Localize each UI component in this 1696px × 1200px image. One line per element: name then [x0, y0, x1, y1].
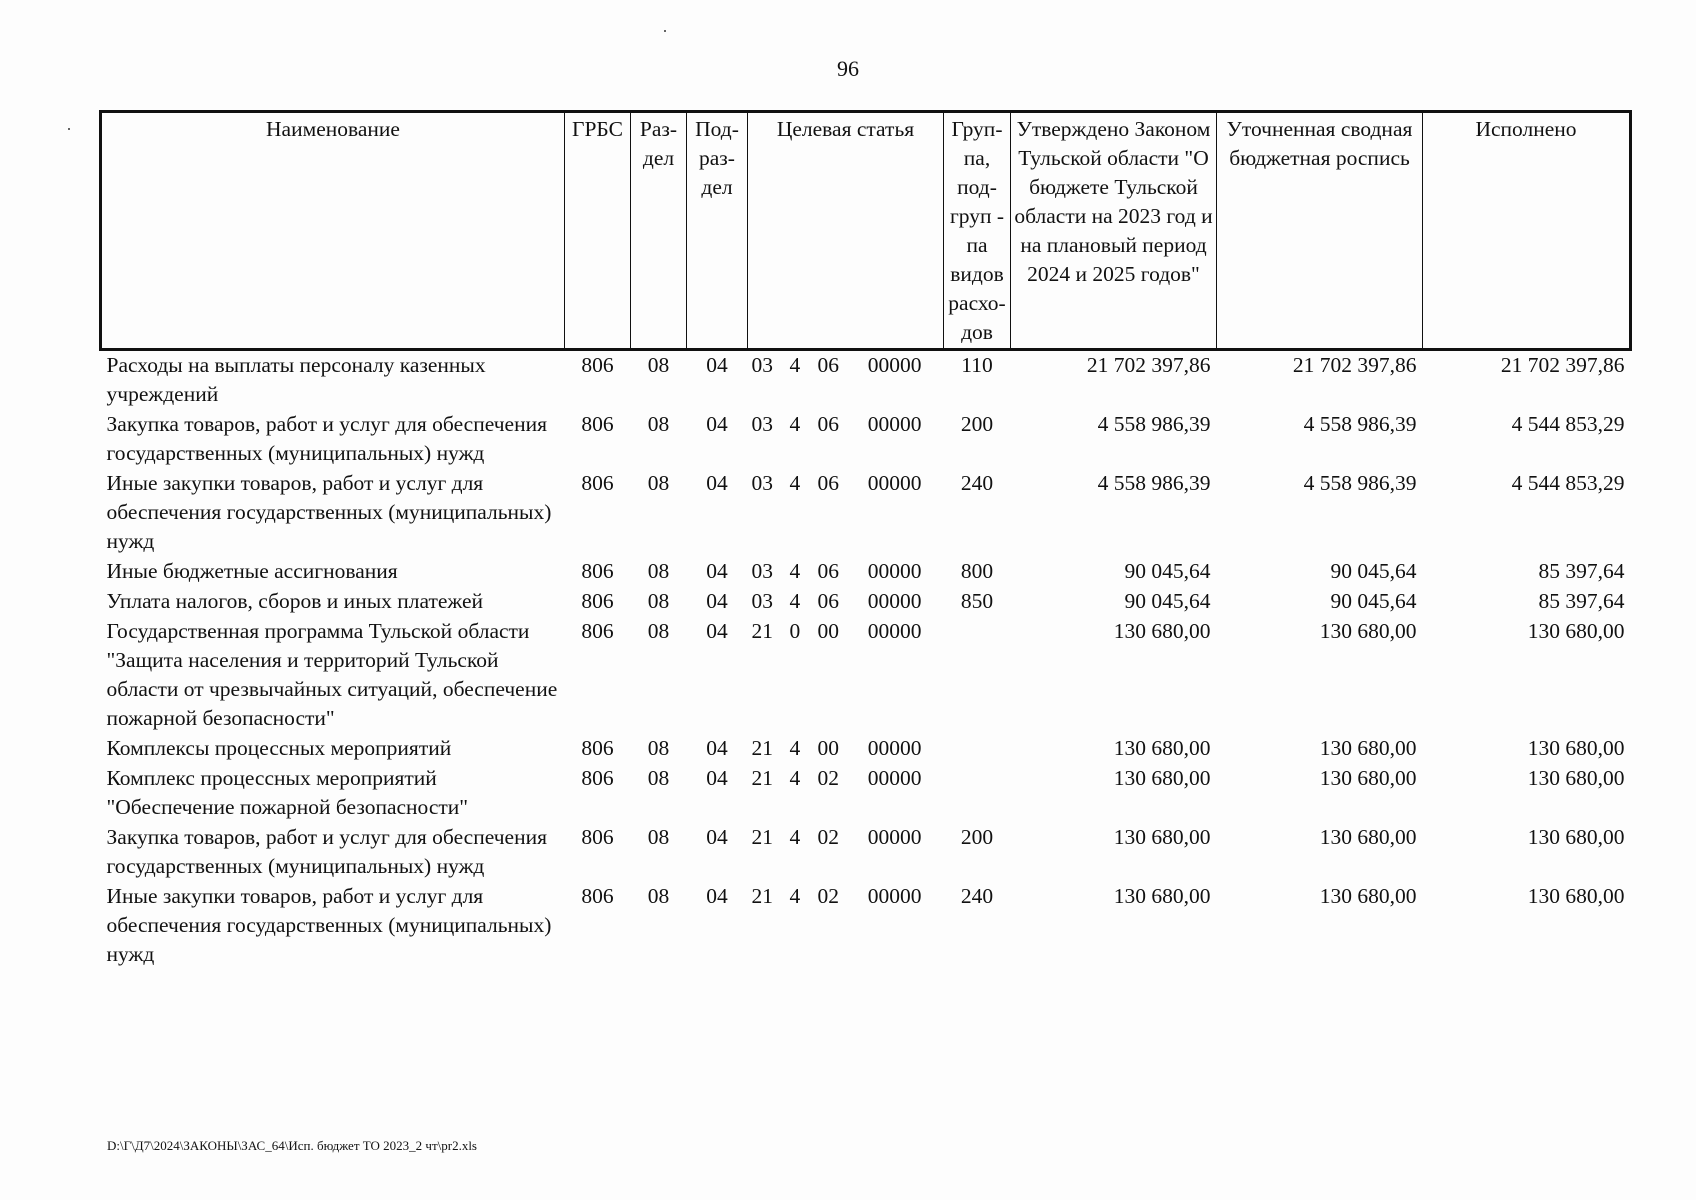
target-event: 06 — [817, 412, 839, 436]
cell-executed: 4 544 853,29 — [1511, 412, 1625, 436]
cell-podrazdel: 04 — [706, 736, 728, 760]
cell-podrazdel: 04 — [706, 825, 728, 849]
cell-name: Комплекс процессных мероприятий "Обеспечение пожарной безопасности" — [106, 766, 469, 819]
scan-speck — [664, 30, 666, 32]
target-event: 06 — [817, 589, 839, 613]
cell-group — [944, 734, 1011, 764]
cell-approved: 4 558 986,39 — [1097, 471, 1211, 495]
cell-grbs: 806 — [581, 559, 614, 583]
table-row — [101, 350, 1631, 411]
target-direction: 00000 — [867, 619, 922, 643]
header-group: Груп-па, под-груп - па видов расхо-дов — [944, 112, 1011, 350]
cell-grbs: 806 — [581, 884, 614, 908]
target-direction: 00000 — [867, 736, 922, 760]
cell-target — [748, 410, 944, 469]
table-row — [101, 587, 1631, 617]
target-direction: 00000 — [867, 412, 922, 436]
target-type: 4 — [789, 589, 801, 613]
cell-group: 200 — [960, 412, 994, 436]
table-row — [101, 410, 1631, 469]
cell-approved: 130 680,00 — [1113, 884, 1211, 908]
target-type: 4 — [789, 559, 801, 583]
scan-speck — [68, 128, 70, 130]
cell-approved: 130 680,00 — [1113, 825, 1211, 849]
cell-refined: 130 680,00 — [1319, 884, 1417, 908]
cell-target — [748, 734, 944, 764]
cell-name: Иные бюджетные ассигнования — [106, 559, 398, 583]
cell-refined: 4 558 986,39 — [1303, 412, 1417, 436]
target-event: 02 — [817, 766, 839, 790]
budget-table — [99, 110, 1632, 970]
target-program: 03 — [751, 412, 773, 436]
target-direction: 00000 — [867, 825, 922, 849]
cell-approved: 21 702 397,86 — [1086, 353, 1211, 377]
cell-refined: 130 680,00 — [1319, 825, 1417, 849]
target-event: 06 — [817, 353, 839, 377]
page-number: 96 — [837, 56, 859, 81]
cell-target — [748, 587, 944, 617]
header-razdel: Раз-дел — [631, 112, 687, 350]
footer-file-path: D:\Г\Д7\2024\ЗАКОНЫ\ЗАС_64\Исп. бюджет ТО 2023_2 чт\pr2.xls — [107, 1138, 477, 1153]
header-executed: Исполнено — [1423, 112, 1631, 350]
cell-grbs: 806 — [581, 412, 614, 436]
table-header-row — [101, 112, 1631, 350]
target-type: 4 — [789, 736, 801, 760]
table-body — [101, 350, 1631, 971]
cell-executed: 130 680,00 — [1527, 766, 1625, 790]
cell-name: Иные закупки товаров, работ и услуг для обеспечения государственных (муниципальных) нужд — [106, 884, 552, 966]
target-event: 00 — [817, 736, 839, 760]
cell-refined: 90 045,64 — [1330, 559, 1417, 583]
cell-razdel: 08 — [647, 353, 670, 377]
cell-target — [748, 882, 944, 970]
target-program: 03 — [751, 471, 773, 495]
cell-razdel: 08 — [647, 559, 670, 583]
target-type: 4 — [789, 766, 801, 790]
target-direction: 00000 — [867, 559, 922, 583]
header-approved: Утверждено Законом Тульской области "О бюджете Тульской области на 2023 год и на плановый период 2024 и 2025 годов" — [1011, 112, 1217, 350]
table-row — [101, 557, 1631, 587]
target-program: 03 — [751, 353, 773, 377]
cell-approved: 130 680,00 — [1113, 619, 1211, 643]
cell-refined: 130 680,00 — [1319, 766, 1417, 790]
header-target: Целевая статья — [748, 112, 944, 350]
target-type: 0 — [789, 619, 801, 643]
cell-razdel: 08 — [647, 884, 670, 908]
target-program: 21 — [751, 736, 773, 760]
cell-podrazdel: 04 — [706, 353, 728, 377]
header-refined: Уточненная сводная бюджетная роспись — [1217, 112, 1423, 350]
table-row — [101, 469, 1631, 557]
table-row — [101, 617, 1631, 734]
target-type: 4 — [789, 884, 801, 908]
cell-razdel: 08 — [647, 736, 670, 760]
target-direction: 00000 — [867, 353, 922, 377]
target-program: 21 — [751, 884, 773, 908]
cell-name: Комплексы процессных мероприятий — [106, 736, 452, 760]
table-row — [101, 734, 1631, 764]
target-program: 21 — [751, 766, 773, 790]
target-type: 4 — [789, 471, 801, 495]
target-event: 02 — [817, 884, 839, 908]
cell-executed: 21 702 397,86 — [1500, 353, 1625, 377]
cell-approved: 130 680,00 — [1113, 736, 1211, 760]
cell-approved: 90 045,64 — [1124, 589, 1211, 613]
target-type: 4 — [789, 353, 801, 377]
header-grbs: ГРБС — [565, 112, 631, 350]
cell-group: 240 — [960, 884, 994, 908]
cell-executed: 130 680,00 — [1527, 619, 1625, 643]
header-podrazdel: Под-раз-дел — [687, 112, 748, 350]
target-direction: 00000 — [867, 471, 922, 495]
cell-target — [748, 617, 944, 734]
cell-name: Закупка товаров, работ и услуг для обеспечения государственных (муниципальных) нужд — [106, 412, 547, 465]
cell-grbs: 806 — [581, 736, 614, 760]
cell-podrazdel: 04 — [706, 559, 728, 583]
cell-target — [748, 557, 944, 587]
cell-refined: 21 702 397,86 — [1292, 353, 1417, 377]
cell-group: 800 — [960, 559, 994, 583]
target-program: 03 — [751, 589, 773, 613]
cell-refined: 130 680,00 — [1319, 736, 1417, 760]
table-row — [101, 764, 1631, 823]
target-program: 21 — [751, 825, 773, 849]
cell-group: 240 — [960, 471, 994, 495]
cell-refined: 4 558 986,39 — [1303, 471, 1417, 495]
target-direction: 00000 — [867, 766, 922, 790]
cell-name: Иные закупки товаров, работ и услуг для обеспечения государственных (муниципальных) нужд — [106, 471, 552, 553]
target-direction: 00000 — [867, 589, 922, 613]
cell-podrazdel: 04 — [706, 471, 728, 495]
cell-target — [748, 469, 944, 557]
cell-approved: 4 558 986,39 — [1097, 412, 1211, 436]
cell-razdel: 08 — [647, 589, 670, 613]
cell-executed: 130 680,00 — [1527, 884, 1625, 908]
target-type: 4 — [789, 412, 801, 436]
cell-razdel: 08 — [647, 825, 670, 849]
cell-podrazdel: 04 — [706, 766, 728, 790]
cell-name: Государственная программа Тульской области "Защита населения и территорий Тульской области от чрезвычайных ситуаций, обеспечение пожарной безопасности" — [106, 619, 558, 730]
table-row — [101, 823, 1631, 882]
cell-grbs: 806 — [581, 766, 614, 790]
cell-grbs: 806 — [581, 471, 614, 495]
cell-grbs: 806 — [581, 589, 614, 613]
cell-refined: 130 680,00 — [1319, 619, 1417, 643]
cell-razdel: 08 — [647, 619, 670, 643]
target-program: 03 — [751, 559, 773, 583]
cell-refined: 90 045,64 — [1330, 589, 1417, 613]
cell-target — [748, 823, 944, 882]
cell-target — [748, 764, 944, 823]
cell-podrazdel: 04 — [706, 619, 728, 643]
table-row — [101, 882, 1631, 970]
cell-podrazdel: 04 — [706, 884, 728, 908]
cell-grbs: 806 — [581, 825, 614, 849]
cell-razdel: 08 — [647, 412, 670, 436]
cell-group: 850 — [960, 589, 994, 613]
header-name: Наименование — [101, 112, 565, 350]
cell-group: 200 — [960, 825, 994, 849]
cell-executed: 85 397,64 — [1538, 589, 1625, 613]
cell-podrazdel: 04 — [706, 412, 728, 436]
cell-grbs: 806 — [581, 353, 614, 377]
cell-group: 110 — [961, 353, 993, 377]
cell-approved: 90 045,64 — [1124, 559, 1211, 583]
cell-executed: 130 680,00 — [1527, 736, 1625, 760]
cell-name: Уплата налогов, сборов и иных платежей — [106, 589, 484, 613]
cell-executed: 130 680,00 — [1527, 825, 1625, 849]
cell-executed: 85 397,64 — [1538, 559, 1625, 583]
cell-executed: 4 544 853,29 — [1511, 471, 1625, 495]
target-event: 06 — [817, 559, 839, 583]
cell-approved: 130 680,00 — [1113, 766, 1211, 790]
cell-name: Расходы на выплаты персоналу казенных учреждений — [106, 353, 486, 406]
target-program: 21 — [751, 619, 773, 643]
cell-podrazdel: 04 — [706, 589, 728, 613]
cell-razdel: 08 — [647, 766, 670, 790]
cell-group — [944, 764, 1011, 823]
cell-name: Закупка товаров, работ и услуг для обеспечения государственных (муниципальных) нужд — [106, 825, 547, 878]
target-event: 02 — [817, 825, 839, 849]
cell-group — [944, 617, 1011, 734]
target-direction: 00000 — [867, 884, 922, 908]
target-event: 06 — [817, 471, 839, 495]
cell-target — [748, 350, 944, 411]
target-type: 4 — [789, 825, 801, 849]
target-event: 00 — [817, 619, 839, 643]
cell-razdel: 08 — [647, 471, 670, 495]
cell-grbs: 806 — [581, 619, 614, 643]
